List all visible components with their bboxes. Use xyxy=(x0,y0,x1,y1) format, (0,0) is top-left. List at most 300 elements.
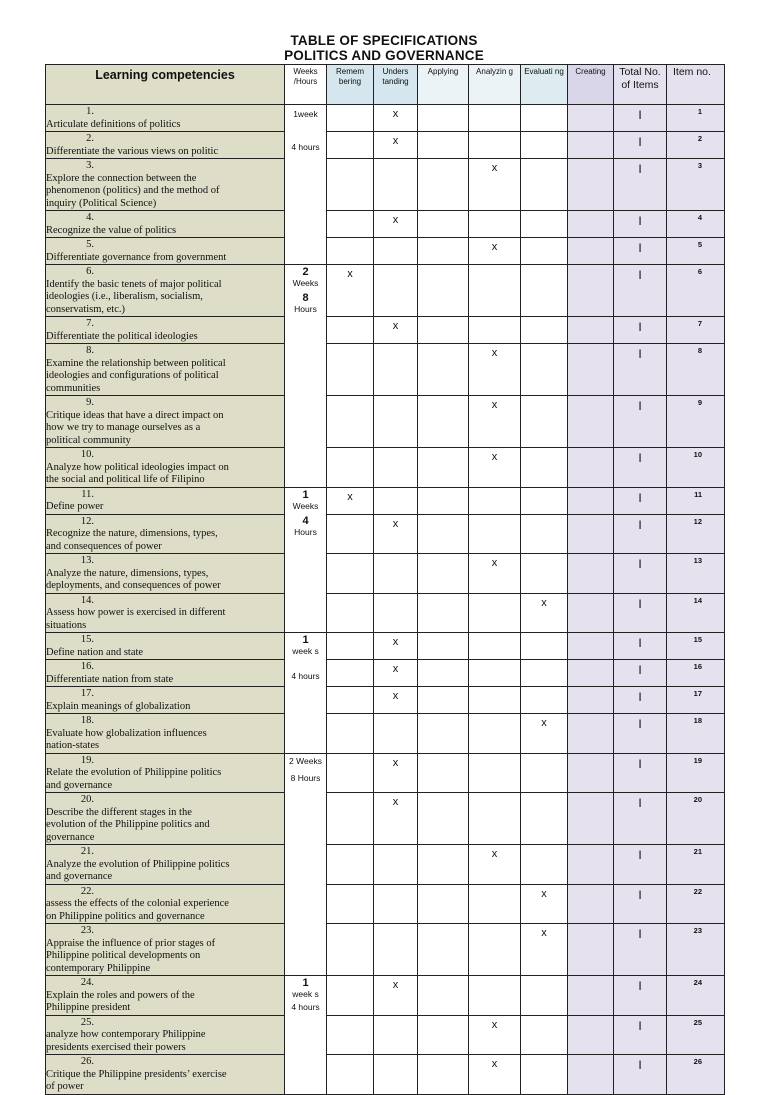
hours-label: 4 hours xyxy=(291,142,320,152)
competency-text: Recognize the value of politics xyxy=(46,224,177,236)
creating-cell xyxy=(568,593,614,633)
hours-label: 4 hours xyxy=(291,1002,320,1012)
total-items-cell xyxy=(614,593,667,633)
level-cell xyxy=(374,514,418,554)
total-items-cell xyxy=(614,132,667,159)
competency-number: 20. xyxy=(80,794,94,805)
competency-cell xyxy=(46,1015,285,1055)
check-mark: x xyxy=(491,399,498,411)
total-value: I xyxy=(638,927,642,941)
weeks-label: 1 xyxy=(302,977,309,989)
level-cell xyxy=(469,884,521,924)
creating-cell xyxy=(568,344,614,396)
level-cell xyxy=(374,159,418,211)
item-number-cell xyxy=(667,593,725,633)
level-cell xyxy=(521,344,568,396)
level-cell xyxy=(374,753,418,793)
check-mark: x xyxy=(392,636,399,648)
weeks-hours-cell xyxy=(285,105,327,265)
check-mark: x xyxy=(392,979,399,991)
competency-cell xyxy=(46,238,285,265)
level-cell xyxy=(418,976,469,1016)
level-cell xyxy=(469,1015,521,1055)
level-cell xyxy=(418,1015,469,1055)
table-row xyxy=(46,687,725,714)
header-creating: Creating xyxy=(568,65,614,105)
creating-cell xyxy=(568,884,614,924)
creating-cell xyxy=(568,660,614,687)
competency-text: Evaluate how globalization influences nation-states xyxy=(46,727,207,751)
total-value: I xyxy=(638,1058,642,1072)
level-cell xyxy=(327,238,374,265)
level-cell xyxy=(327,132,374,159)
table-row xyxy=(46,753,725,793)
check-mark: x xyxy=(392,320,399,332)
competency-text: Analyze the evolution of Philippine politics and governance xyxy=(46,858,230,882)
weeks-hours-cell xyxy=(285,976,327,1095)
total-items-cell xyxy=(614,344,667,396)
competency-text: Explain the roles and powers of the Philippine president xyxy=(46,989,195,1013)
level-cell xyxy=(327,793,374,845)
check-mark: x xyxy=(491,241,498,253)
level-cell xyxy=(374,344,418,396)
level-cell xyxy=(418,660,469,687)
creating-cell xyxy=(568,714,614,754)
table-body xyxy=(46,105,725,1095)
competency-number: 1. xyxy=(86,106,94,117)
level-cell xyxy=(521,238,568,265)
competency-number: 10. xyxy=(80,449,94,460)
level-cell xyxy=(374,265,418,317)
competency-number: 8. xyxy=(86,345,94,356)
header-analyzing: Analyzin g xyxy=(469,65,521,105)
level-cell xyxy=(374,845,418,885)
level-cell xyxy=(521,132,568,159)
level-cell xyxy=(521,633,568,660)
weeks-unit: week s xyxy=(292,989,319,999)
table-row xyxy=(46,317,725,344)
item-number-cell xyxy=(667,554,725,594)
item-number-cell xyxy=(667,317,725,344)
competency-number: 5. xyxy=(86,239,94,250)
level-cell xyxy=(418,793,469,845)
competency-cell xyxy=(46,1055,285,1095)
level-cell xyxy=(469,396,521,448)
level-cell xyxy=(374,593,418,633)
level-cell xyxy=(469,793,521,845)
header-learning-competencies: Learning competencies xyxy=(46,65,285,105)
creating-cell xyxy=(568,105,614,132)
item-number: 6 xyxy=(697,267,702,276)
total-value: I xyxy=(638,241,642,255)
level-cell xyxy=(418,238,469,265)
level-cell xyxy=(469,687,521,714)
hours-label: 4 hours xyxy=(291,671,320,681)
total-value: I xyxy=(638,214,642,228)
level-cell xyxy=(469,317,521,344)
total-items-cell xyxy=(614,660,667,687)
competency-cell xyxy=(46,593,285,633)
competency-number: 24. xyxy=(80,977,94,988)
item-number: 2 xyxy=(697,134,702,143)
total-items-cell xyxy=(614,514,667,554)
total-items-cell xyxy=(614,687,667,714)
weeks-hours-cell xyxy=(285,633,327,754)
level-cell xyxy=(374,976,418,1016)
item-number: 1 xyxy=(697,107,702,116)
level-cell xyxy=(521,159,568,211)
level-cell xyxy=(469,924,521,976)
item-number: 25 xyxy=(693,1017,702,1027)
total-value: I xyxy=(638,979,642,993)
level-cell xyxy=(469,105,521,132)
level-cell xyxy=(374,317,418,344)
total-value: I xyxy=(638,690,642,704)
level-cell xyxy=(418,132,469,159)
weeks-unit: Weeks xyxy=(292,500,319,511)
check-mark: x xyxy=(491,347,498,359)
header-row xyxy=(46,65,725,105)
level-cell xyxy=(469,514,521,554)
total-value: I xyxy=(638,162,642,176)
creating-cell xyxy=(568,793,614,845)
level-cell xyxy=(418,687,469,714)
level-cell xyxy=(327,211,374,238)
level-cell xyxy=(469,845,521,885)
level-cell xyxy=(469,238,521,265)
competency-text: Relate the evolution of Philippine politics and governance xyxy=(46,767,222,791)
item-number: 17 xyxy=(693,689,702,698)
table-row xyxy=(46,105,725,132)
total-value: I xyxy=(638,517,642,532)
total-items-cell xyxy=(614,1055,667,1095)
level-cell xyxy=(418,845,469,885)
level-cell xyxy=(521,924,568,976)
table-row xyxy=(46,344,725,396)
header-understanding: Unders tanding xyxy=(374,65,418,105)
total-items-cell xyxy=(614,159,667,211)
item-number: 23 xyxy=(693,926,702,935)
total-items-cell xyxy=(614,211,667,238)
competency-number: 11. xyxy=(81,488,94,500)
check-mark: x xyxy=(392,690,399,702)
total-value: I xyxy=(638,796,642,810)
check-mark: x xyxy=(392,756,399,769)
weeks-unit: Weeks xyxy=(292,278,319,288)
competency-text: Recognize the nature, dimensions, types, and consequences of power xyxy=(46,528,218,552)
creating-cell xyxy=(568,159,614,211)
competency-cell xyxy=(46,344,285,396)
item-number: 18 xyxy=(693,716,702,725)
competency-cell xyxy=(46,845,285,885)
item-number-cell xyxy=(667,211,725,238)
competency-text: assess the effects of the colonial experience on Philippine politics and governance xyxy=(46,898,229,922)
check-mark: x xyxy=(541,717,547,729)
competency-text: Critique ideas that have a direct impact on how we try to manage ourselves as a political community xyxy=(46,409,224,446)
check-mark: x xyxy=(491,1058,498,1070)
competency-cell xyxy=(46,554,285,594)
level-cell xyxy=(521,514,568,554)
creating-cell xyxy=(568,487,614,514)
table-row xyxy=(46,487,725,514)
level-cell xyxy=(327,714,374,754)
creating-cell xyxy=(568,554,614,594)
level-cell xyxy=(374,884,418,924)
table-row xyxy=(46,633,725,660)
check-mark: x xyxy=(491,848,498,860)
level-cell xyxy=(418,554,469,594)
competency-cell xyxy=(46,317,285,344)
table-row xyxy=(46,238,725,265)
total-value: I xyxy=(638,636,642,650)
level-cell xyxy=(469,660,521,687)
level-cell xyxy=(374,396,418,448)
level-cell xyxy=(327,884,374,924)
check-mark: x xyxy=(541,927,547,939)
total-value: I xyxy=(638,596,642,611)
level-cell xyxy=(327,1055,374,1095)
item-number-cell xyxy=(667,884,725,924)
total-items-cell xyxy=(614,554,667,594)
level-cell xyxy=(327,448,374,488)
total-items-cell xyxy=(614,105,667,132)
level-cell xyxy=(418,317,469,344)
level-cell xyxy=(374,448,418,488)
competency-cell xyxy=(46,687,285,714)
item-number: 14 xyxy=(693,595,702,605)
table-row xyxy=(46,132,725,159)
item-number-cell xyxy=(667,238,725,265)
competency-cell xyxy=(46,487,285,514)
creating-cell xyxy=(568,514,614,554)
item-number-cell xyxy=(667,1015,725,1055)
item-number-cell xyxy=(667,976,725,1016)
competency-text: Differentiate nation from state xyxy=(46,673,174,685)
level-cell xyxy=(521,660,568,687)
level-cell xyxy=(469,448,521,488)
item-number-cell xyxy=(667,687,725,714)
level-cell xyxy=(469,976,521,1016)
competency-number: 16. xyxy=(80,661,94,672)
page-title: TABLE OF SPECIFICATIONS xyxy=(290,33,478,48)
total-items-cell xyxy=(614,238,667,265)
item-number: 9 xyxy=(697,398,702,407)
check-mark: x xyxy=(541,887,547,900)
level-cell xyxy=(521,211,568,238)
level-cell xyxy=(327,976,374,1016)
weeks-label: 1 xyxy=(302,488,309,501)
total-items-cell xyxy=(614,265,667,317)
competency-cell xyxy=(46,514,285,554)
table-row xyxy=(46,514,725,554)
item-number: 24 xyxy=(693,978,702,987)
level-cell xyxy=(418,924,469,976)
competency-cell xyxy=(46,211,285,238)
level-cell xyxy=(374,211,418,238)
level-cell xyxy=(521,687,568,714)
creating-cell xyxy=(568,924,614,976)
competency-number: 12. xyxy=(80,515,94,527)
competency-number: 23. xyxy=(80,925,94,936)
table-row xyxy=(46,211,725,238)
total-value: I xyxy=(638,887,642,902)
competency-number: 21. xyxy=(80,846,94,857)
level-cell xyxy=(469,344,521,396)
competency-text: Describe the different stages in the evolution of the Philippine politics and governance xyxy=(46,806,210,843)
level-cell xyxy=(469,132,521,159)
level-cell xyxy=(469,753,521,793)
check-mark: x xyxy=(491,451,498,463)
level-cell xyxy=(327,554,374,594)
table-row xyxy=(46,976,725,1016)
item-number-cell xyxy=(667,924,725,976)
item-number-cell xyxy=(667,105,725,132)
level-cell xyxy=(418,265,469,317)
weeks-hours-cell xyxy=(285,753,327,976)
table-row xyxy=(46,265,725,317)
competency-cell xyxy=(46,753,285,793)
check-mark: x xyxy=(392,108,399,120)
competency-cell xyxy=(46,396,285,448)
level-cell xyxy=(521,976,568,1016)
total-value: I xyxy=(638,320,642,334)
competency-text: Identify the basic tenets of major political ideologies (i.e., liberalism, socialism, conservatism, etc.) xyxy=(46,278,222,315)
level-cell xyxy=(521,487,568,514)
total-items-cell xyxy=(614,884,667,924)
item-number: 10 xyxy=(693,450,702,459)
level-cell xyxy=(521,396,568,448)
competency-cell xyxy=(46,714,285,754)
level-cell xyxy=(521,448,568,488)
check-mark: x xyxy=(392,517,399,530)
total-items-cell xyxy=(614,924,667,976)
header-evaluating: Evaluati ng xyxy=(521,65,568,105)
check-mark: x xyxy=(392,663,399,675)
total-value: I xyxy=(638,268,642,282)
level-cell xyxy=(374,793,418,845)
total-items-cell xyxy=(614,633,667,660)
level-cell xyxy=(521,884,568,924)
competency-number: 3. xyxy=(86,160,94,171)
competency-cell xyxy=(46,976,285,1016)
competency-cell xyxy=(46,884,285,924)
total-items-cell xyxy=(614,976,667,1016)
level-cell xyxy=(521,793,568,845)
level-cell xyxy=(327,105,374,132)
creating-cell xyxy=(568,396,614,448)
competency-text: Critique the Philippine presidents’ exercise of power xyxy=(46,1068,227,1092)
level-cell xyxy=(374,132,418,159)
competency-text: Analyze the nature, dimensions, types, deployments, and consequences of power xyxy=(46,567,221,591)
item-number: 19 xyxy=(693,755,702,765)
level-cell xyxy=(521,845,568,885)
level-cell xyxy=(521,317,568,344)
total-value: I xyxy=(638,347,642,361)
level-cell xyxy=(521,554,568,594)
level-cell xyxy=(521,1055,568,1095)
total-items-cell xyxy=(614,845,667,885)
item-number-cell xyxy=(667,793,725,845)
item-number-cell xyxy=(667,344,725,396)
table-row xyxy=(46,593,725,633)
creating-cell xyxy=(568,448,614,488)
level-cell xyxy=(374,238,418,265)
check-mark: x xyxy=(491,162,498,174)
item-number: 8 xyxy=(697,346,702,355)
level-cell xyxy=(327,633,374,660)
level-cell xyxy=(374,660,418,687)
item-number-cell xyxy=(667,132,725,159)
competency-number: 2. xyxy=(86,133,94,144)
table-row xyxy=(46,1015,725,1055)
hours-value: 4 xyxy=(302,514,309,527)
competency-cell xyxy=(46,132,285,159)
level-cell xyxy=(327,514,374,554)
total-value: I xyxy=(638,1018,642,1033)
creating-cell xyxy=(568,845,614,885)
level-cell xyxy=(469,1055,521,1095)
competency-cell xyxy=(46,159,285,211)
creating-cell xyxy=(568,1015,614,1055)
total-value: I xyxy=(638,717,642,731)
item-number: 5 xyxy=(697,240,702,249)
level-cell xyxy=(418,344,469,396)
check-mark: x xyxy=(347,490,353,503)
creating-cell xyxy=(568,976,614,1016)
total-value: I xyxy=(638,848,642,862)
table-row xyxy=(46,884,725,924)
header-item-number: Item no. xyxy=(667,65,725,105)
competency-cell xyxy=(46,660,285,687)
item-number-cell xyxy=(667,448,725,488)
hours-label: Hours xyxy=(294,526,317,537)
creating-cell xyxy=(568,633,614,660)
item-number: 4 xyxy=(697,213,702,222)
item-number-cell xyxy=(667,660,725,687)
competency-cell xyxy=(46,633,285,660)
competency-cell xyxy=(46,793,285,845)
weeks-label: 2 Weeks xyxy=(289,755,322,766)
competency-number: 19. xyxy=(80,754,94,766)
level-cell xyxy=(521,1015,568,1055)
check-mark: x xyxy=(541,596,547,609)
level-cell xyxy=(374,924,418,976)
competency-number: 13. xyxy=(80,555,94,566)
competency-text: Define power xyxy=(46,501,104,512)
level-cell xyxy=(374,687,418,714)
level-cell xyxy=(327,924,374,976)
level-cell xyxy=(327,593,374,633)
table-row xyxy=(46,793,725,845)
level-cell xyxy=(374,554,418,594)
creating-cell xyxy=(568,238,614,265)
competency-text: Analyze how political ideologies impact on the social and political life of Filipino xyxy=(46,461,229,485)
item-number: 20 xyxy=(693,795,702,804)
level-cell xyxy=(418,633,469,660)
total-value: I xyxy=(638,663,642,677)
header-weeks-hours: Weeks /Hours xyxy=(285,65,327,105)
level-cell xyxy=(327,487,374,514)
competency-number: 4. xyxy=(86,212,94,223)
header-total-items: Total No. of Items xyxy=(614,65,667,105)
weeks-label: 1week xyxy=(293,109,318,119)
check-mark: x xyxy=(392,214,399,226)
competency-number: 22. xyxy=(80,885,94,897)
weeks-label: 2 xyxy=(302,266,309,278)
level-cell xyxy=(327,687,374,714)
total-items-cell xyxy=(614,487,667,514)
table-row xyxy=(46,159,725,211)
